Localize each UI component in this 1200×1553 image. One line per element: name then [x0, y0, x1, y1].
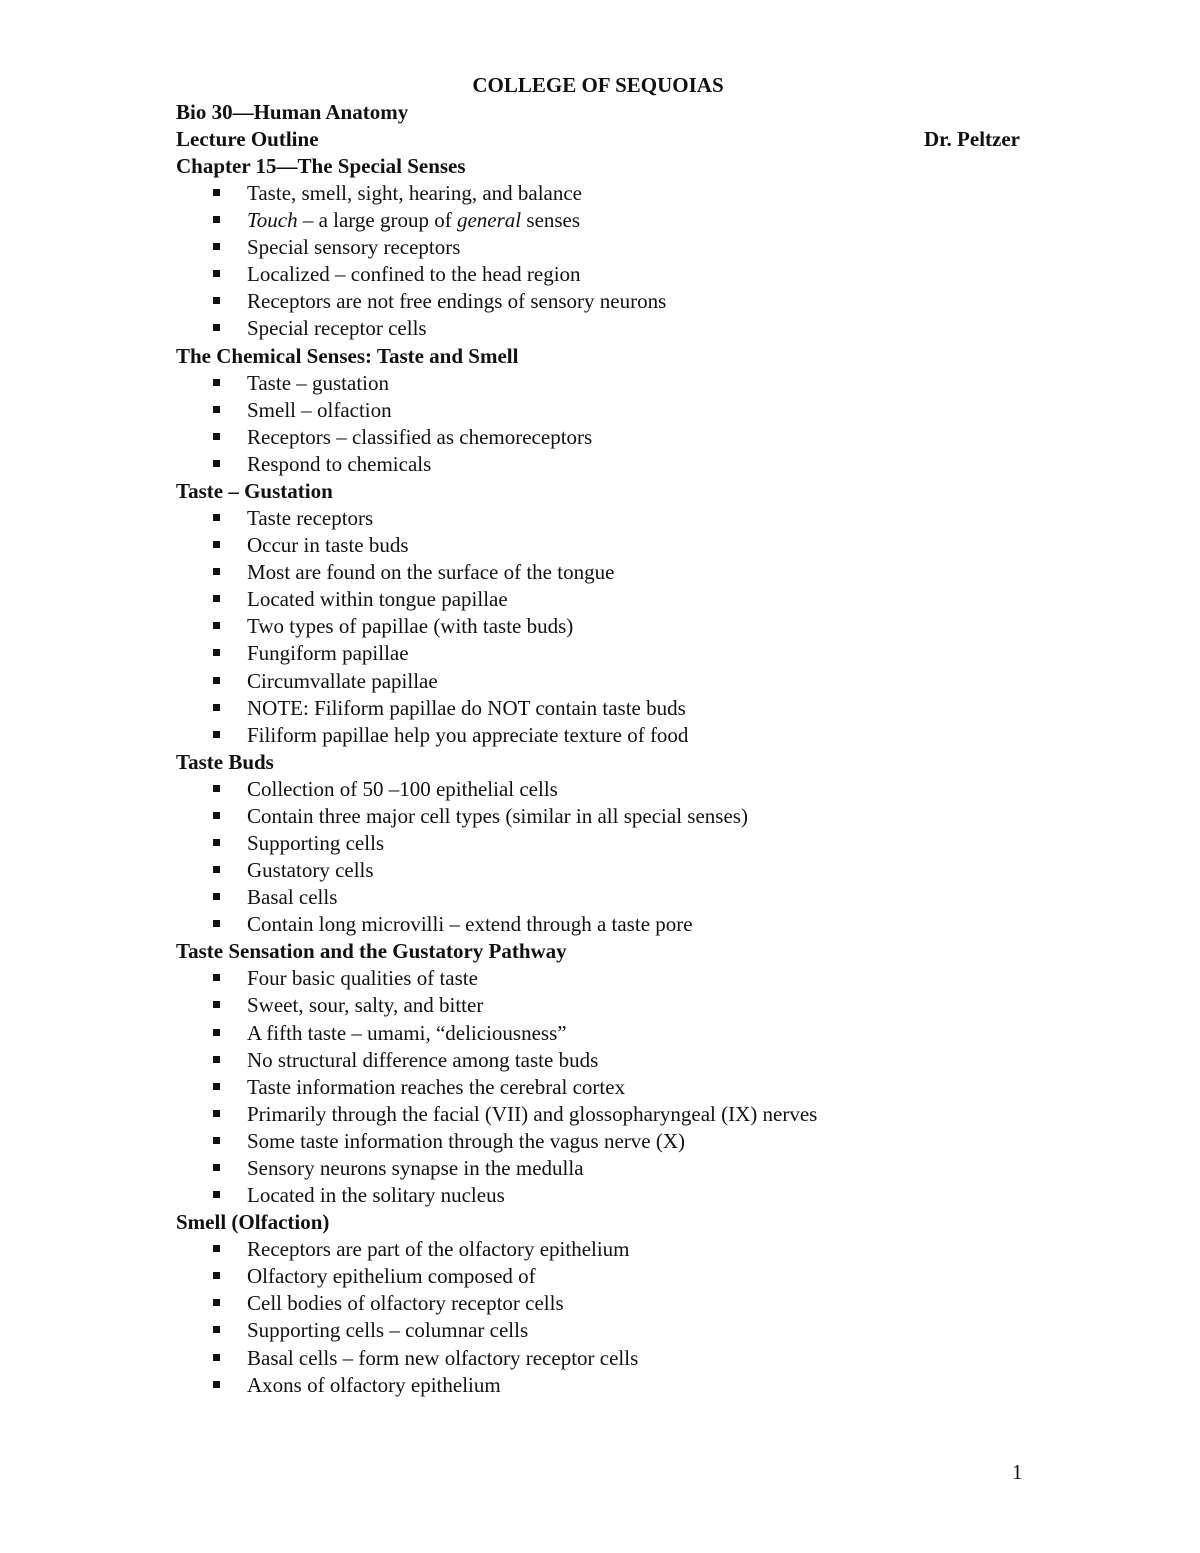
list-item	[176, 505, 1020, 532]
list-item	[176, 1155, 1020, 1182]
list-item-text: Special sensory receptors	[247, 235, 461, 260]
list-item-text: Located in the solitary nucleus	[247, 1183, 505, 1208]
square-bullet-icon	[213, 677, 220, 684]
list-item	[176, 1345, 1020, 1372]
list-item	[176, 640, 1020, 667]
square-bullet-icon	[213, 568, 220, 575]
list-item	[176, 370, 1020, 397]
list-item-text: Gustatory cells	[247, 858, 374, 883]
list-item	[176, 830, 1020, 857]
square-bullet-icon	[213, 433, 220, 440]
square-bullet-icon	[213, 974, 220, 981]
square-bullet-icon	[213, 460, 220, 467]
list-item-text: Respond to chemicals	[247, 451, 432, 476]
list-item	[176, 1317, 1020, 1344]
list-item	[176, 234, 1020, 261]
list-item-text: Supporting cells – columnar cells	[247, 1318, 529, 1343]
section-heading: Taste – Gustation	[176, 478, 333, 503]
section-heading: Smell (Olfaction)	[176, 1210, 330, 1235]
square-bullet-icon	[213, 893, 220, 900]
square-bullet-icon	[213, 1354, 220, 1361]
square-bullet-icon	[213, 270, 220, 277]
square-bullet-icon	[213, 1029, 220, 1036]
list-item	[176, 613, 1020, 640]
list-item	[176, 965, 1020, 992]
list-item-text: Most are found on the surface of the tongue	[247, 560, 615, 585]
square-bullet-icon	[213, 866, 220, 873]
list-item-text: Supporting cells	[247, 830, 385, 855]
square-bullet-icon	[213, 406, 220, 413]
list-item-text: Receptors are not free endings of sensory neurons	[247, 289, 667, 314]
list-item	[176, 668, 1020, 695]
list-item-text: Receptors – classified as chemoreceptors	[247, 424, 593, 449]
list-item	[176, 1074, 1020, 1101]
list-item	[176, 803, 1020, 830]
square-bullet-icon	[213, 812, 220, 819]
list-item	[176, 1047, 1020, 1074]
square-bullet-icon	[213, 189, 220, 196]
list-item	[176, 397, 1020, 424]
section-heading: Taste Sensation and the Gustatory Pathway	[176, 939, 567, 964]
document-page	[176, 72, 1020, 1399]
list-item-text: Some taste information through the vagus nerve (X)	[247, 1128, 685, 1153]
college-title: COLLEGE OF SEQUOIAS	[472, 73, 724, 97]
square-bullet-icon	[213, 1110, 220, 1117]
square-bullet-icon	[213, 785, 220, 792]
outline-label: Lecture Outline	[176, 127, 319, 151]
list-item	[176, 884, 1020, 911]
instructor-name: Dr. Peltzer	[924, 127, 1020, 151]
list-item-text: Located within tongue papillae	[247, 587, 508, 612]
square-bullet-icon	[213, 1083, 220, 1090]
bullet-list	[176, 370, 1020, 478]
list-item	[176, 1020, 1020, 1047]
list-item-text: A fifth taste – umami, “deliciousness”	[247, 1020, 567, 1045]
bullet-list	[176, 776, 1020, 939]
list-item-text: Basal cells	[247, 885, 338, 910]
list-item	[176, 695, 1020, 722]
list-item	[176, 288, 1020, 315]
list-item-text: Taste receptors	[247, 505, 374, 530]
square-bullet-icon	[213, 1056, 220, 1063]
list-item-text: Circumvallate papillae	[247, 668, 438, 693]
list-item-text: Localized – confined to the head region	[247, 262, 581, 287]
list-item	[176, 315, 1020, 342]
square-bullet-icon	[213, 595, 220, 602]
square-bullet-icon	[213, 1164, 220, 1171]
list-item	[176, 1101, 1020, 1128]
list-item-text: Collection of 50 –100 epithelial cells	[247, 776, 558, 801]
list-item-text: Cell bodies of olfactory receptor cells	[247, 1291, 564, 1316]
list-item	[176, 451, 1020, 478]
course-title: Bio 30—Human Anatomy	[176, 100, 409, 124]
list-item-text: Receptors are part of the olfactory epithelium	[247, 1237, 630, 1262]
square-bullet-icon	[213, 839, 220, 846]
square-bullet-icon	[213, 622, 220, 629]
page-number: 1	[1012, 1460, 1023, 1484]
list-item-text: Contain three major cell types (similar in all special senses)	[247, 803, 748, 828]
square-bullet-icon	[213, 297, 220, 304]
section-heading: The Chemical Senses: Taste and Smell	[176, 343, 519, 368]
list-item	[176, 1236, 1020, 1263]
bullet-list	[176, 505, 1020, 749]
list-item	[176, 261, 1020, 288]
list-item-text: Occur in taste buds	[247, 533, 409, 558]
list-item-text: Olfactory epithelium composed of	[247, 1264, 536, 1289]
outline-sections	[176, 153, 1020, 1399]
list-item-text: Touch – a large group of general senses	[247, 208, 581, 233]
square-bullet-icon	[213, 243, 220, 250]
square-bullet-icon	[213, 1381, 220, 1388]
list-item	[176, 1128, 1020, 1155]
section-heading: Taste Buds	[176, 749, 274, 774]
list-item-text: No structural difference among taste buds	[247, 1047, 599, 1072]
square-bullet-icon	[213, 324, 220, 331]
square-bullet-icon	[213, 514, 220, 521]
list-item-text: Primarily through the facial (VII) and glossopharyngeal (IX) nerves	[247, 1101, 818, 1126]
square-bullet-icon	[213, 379, 220, 386]
list-item-text: NOTE: Filiform papillae do NOT contain taste buds	[247, 695, 686, 720]
bullet-list	[176, 965, 1020, 1209]
square-bullet-icon	[213, 216, 220, 223]
list-item	[176, 559, 1020, 586]
list-item	[176, 857, 1020, 884]
list-item-text: Taste – gustation	[247, 370, 390, 395]
list-item-text: Basal cells – form new olfactory receptor cells	[247, 1345, 639, 1370]
bullet-list	[176, 180, 1020, 343]
list-item-text: Taste information reaches the cerebral cortex	[247, 1074, 626, 1099]
square-bullet-icon	[213, 704, 220, 711]
list-item	[176, 911, 1020, 938]
square-bullet-icon	[213, 541, 220, 548]
section-heading: Chapter 15—The Special Senses	[176, 154, 466, 178]
square-bullet-icon	[213, 1191, 220, 1198]
list-item-text: Taste, smell, sight, hearing, and balance	[247, 181, 583, 205]
list-item-text: Two types of papillae (with taste buds)	[247, 614, 574, 639]
square-bullet-icon	[213, 731, 220, 738]
list-item-text: Sensory neurons synapse in the medulla	[247, 1156, 584, 1180]
list-item-text: Sweet, sour, salty, and bitter	[247, 993, 484, 1018]
square-bullet-icon	[213, 649, 220, 656]
list-item	[176, 1372, 1020, 1399]
square-bullet-icon	[213, 1272, 220, 1279]
list-item	[176, 207, 1020, 234]
square-bullet-icon	[213, 1326, 220, 1333]
list-item	[176, 1263, 1020, 1290]
list-item	[176, 424, 1020, 451]
list-item-text: Fungiform papillae	[247, 641, 409, 666]
square-bullet-icon	[213, 1299, 220, 1306]
list-item	[176, 586, 1020, 613]
square-bullet-icon	[213, 1001, 220, 1008]
list-item-text: Filiform papillae help you appreciate texture of food	[247, 722, 689, 747]
list-item-text: Axons of olfactory epithelium	[247, 1372, 501, 1397]
list-item	[176, 992, 1020, 1019]
list-item	[176, 722, 1020, 749]
outline-header-row	[176, 126, 1020, 153]
square-bullet-icon	[213, 1245, 220, 1252]
list-item-text: Contain long microvilli – extend through a taste pore	[247, 912, 693, 937]
square-bullet-icon	[213, 1137, 220, 1144]
list-item-text: Smell – olfaction	[247, 397, 392, 422]
list-item	[176, 1182, 1020, 1209]
list-item	[176, 776, 1020, 803]
list-item	[176, 180, 1020, 207]
square-bullet-icon	[213, 920, 220, 927]
bullet-list	[176, 1236, 1020, 1399]
list-item-text: Special receptor cells	[247, 316, 427, 341]
list-item	[176, 532, 1020, 559]
list-item-text: Four basic qualities of taste	[247, 966, 478, 991]
list-item	[176, 1290, 1020, 1317]
